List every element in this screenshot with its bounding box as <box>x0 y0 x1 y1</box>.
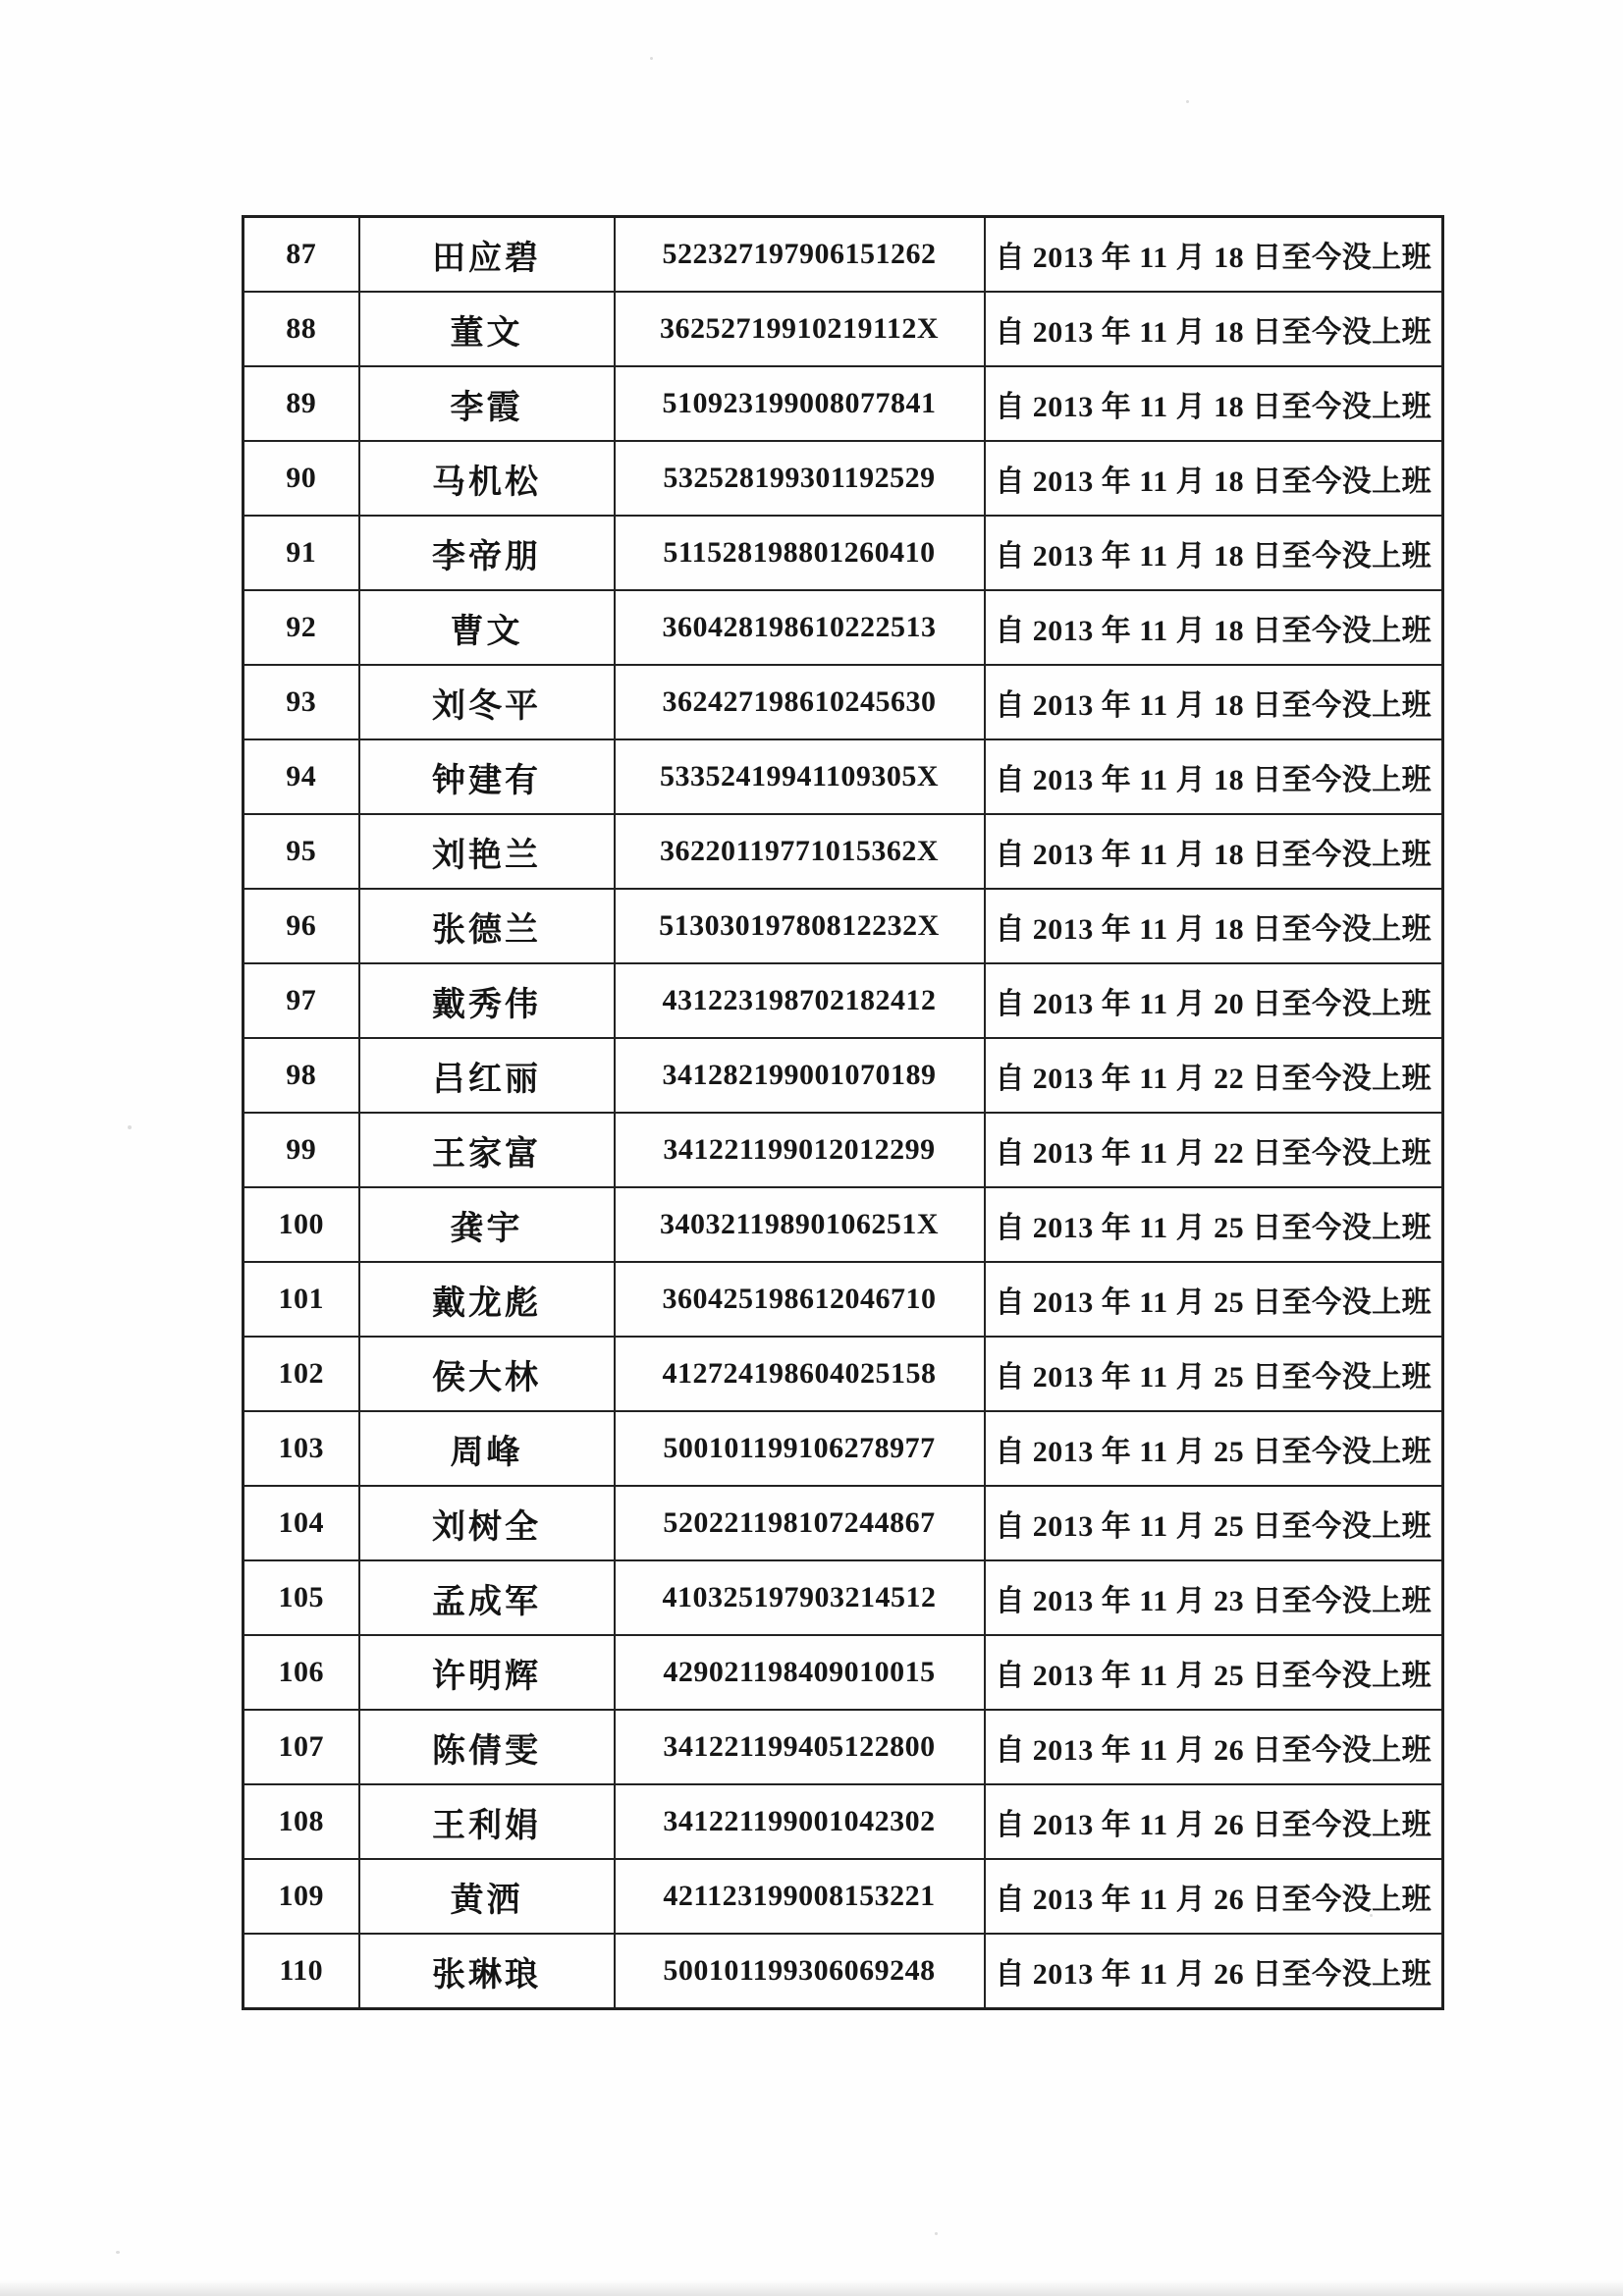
id-number-cell: 431223198702182412 <box>615 963 985 1038</box>
name-cell: 侯大林 <box>359 1337 615 1411</box>
id-number-cell: 532528199301192529 <box>615 441 985 516</box>
id-number-cell: 341221199001042302 <box>615 1784 985 1859</box>
id-number-cell: 421123199008153221 <box>615 1859 985 1934</box>
status-cell: 自 2013 年 11 月 18 日至今没上班 <box>985 366 1443 441</box>
status-cell: 自 2013 年 11 月 18 日至今没上班 <box>985 217 1443 293</box>
id-number-cell: 360425198612046710 <box>615 1262 985 1337</box>
status-cell: 自 2013 年 11 月 22 日至今没上班 <box>985 1113 1443 1187</box>
status-cell: 自 2013 年 11 月 25 日至今没上班 <box>985 1337 1443 1411</box>
scan-noise-dot <box>128 1125 132 1129</box>
table-row <box>243 739 1443 814</box>
id-number-cell: 36252719910219112X <box>615 292 985 366</box>
name-cell: 曹文 <box>359 590 615 665</box>
table-row <box>243 1187 1443 1262</box>
id-number-cell: 341282199001070189 <box>615 1038 985 1113</box>
row-number-cell: 110 <box>243 1934 359 2009</box>
table-row <box>243 889 1443 963</box>
name-cell: 许明辉 <box>359 1635 615 1710</box>
table-row <box>243 366 1443 441</box>
row-number-cell: 91 <box>243 516 359 590</box>
name-cell: 黄洒 <box>359 1859 615 1934</box>
name-cell: 龚宇 <box>359 1187 615 1262</box>
row-number-cell: 92 <box>243 590 359 665</box>
id-number-cell: 429021198409010015 <box>615 1635 985 1710</box>
name-cell: 李霞 <box>359 366 615 441</box>
name-cell: 刘艳兰 <box>359 814 615 889</box>
status-cell: 自 2013 年 11 月 18 日至今没上班 <box>985 516 1443 590</box>
row-number-cell: 90 <box>243 441 359 516</box>
status-cell: 自 2013 年 11 月 23 日至今没上班 <box>985 1560 1443 1635</box>
table-row <box>243 1635 1443 1710</box>
name-cell: 吕红丽 <box>359 1038 615 1113</box>
name-cell: 戴龙彪 <box>359 1262 615 1337</box>
row-number-cell: 104 <box>243 1486 359 1560</box>
status-cell: 自 2013 年 11 月 22 日至今没上班 <box>985 1038 1443 1113</box>
status-cell: 自 2013 年 11 月 25 日至今没上班 <box>985 1411 1443 1486</box>
id-number-cell: 412724198604025158 <box>615 1337 985 1411</box>
id-number-cell: 341221199012012299 <box>615 1113 985 1187</box>
status-cell: 自 2013 年 11 月 20 日至今没上班 <box>985 963 1443 1038</box>
row-number-cell: 98 <box>243 1038 359 1113</box>
table-row <box>243 441 1443 516</box>
table-row <box>243 516 1443 590</box>
id-number-cell: 36220119771015362X <box>615 814 985 889</box>
id-number-cell: 34032119890106251X <box>615 1187 985 1262</box>
table-row <box>243 1411 1443 1486</box>
id-number-cell: 522327197906151262 <box>615 217 985 293</box>
id-number-cell: 510923199008077841 <box>615 366 985 441</box>
scanner-edge-shadow <box>0 2280 1623 2296</box>
name-cell: 董文 <box>359 292 615 366</box>
table-row <box>243 814 1443 889</box>
status-cell: 自 2013 年 11 月 18 日至今没上班 <box>985 739 1443 814</box>
status-cell: 自 2013 年 11 月 18 日至今没上班 <box>985 814 1443 889</box>
row-number-cell: 105 <box>243 1560 359 1635</box>
row-number-cell: 108 <box>243 1784 359 1859</box>
status-cell: 自 2013 年 11 月 18 日至今没上班 <box>985 665 1443 739</box>
id-number-cell: 53352419941109305X <box>615 739 985 814</box>
table-row <box>243 1560 1443 1635</box>
table-row <box>243 1038 1443 1113</box>
table-row <box>243 1859 1443 1934</box>
table-row <box>243 217 1443 293</box>
name-cell: 刘树全 <box>359 1486 615 1560</box>
status-cell: 自 2013 年 11 月 25 日至今没上班 <box>985 1187 1443 1262</box>
row-number-cell: 101 <box>243 1262 359 1337</box>
table-row <box>243 1337 1443 1411</box>
scan-noise-dot <box>1186 100 1189 103</box>
name-cell: 张德兰 <box>359 889 615 963</box>
name-cell: 钟建有 <box>359 739 615 814</box>
row-number-cell: 102 <box>243 1337 359 1411</box>
row-number-cell: 106 <box>243 1635 359 1710</box>
row-number-cell: 109 <box>243 1859 359 1934</box>
status-cell: 自 2013 年 11 月 18 日至今没上班 <box>985 292 1443 366</box>
name-cell: 刘冬平 <box>359 665 615 739</box>
status-cell: 自 2013 年 11 月 26 日至今没上班 <box>985 1710 1443 1784</box>
status-cell: 自 2013 年 11 月 25 日至今没上班 <box>985 1635 1443 1710</box>
name-cell: 孟成军 <box>359 1560 615 1635</box>
id-number-cell: 500101199306069248 <box>615 1934 985 2009</box>
status-cell: 自 2013 年 11 月 25 日至今没上班 <box>985 1262 1443 1337</box>
id-number-cell: 362427198610245630 <box>615 665 985 739</box>
scan-noise-dot <box>935 2232 938 2235</box>
attendance-roster-table <box>242 215 1444 2010</box>
row-number-cell: 95 <box>243 814 359 889</box>
id-number-cell: 520221198107244867 <box>615 1486 985 1560</box>
table-row <box>243 665 1443 739</box>
row-number-cell: 100 <box>243 1187 359 1262</box>
row-number-cell: 99 <box>243 1113 359 1187</box>
row-number-cell: 89 <box>243 366 359 441</box>
status-cell: 自 2013 年 11 月 26 日至今没上班 <box>985 1784 1443 1859</box>
row-number-cell: 94 <box>243 739 359 814</box>
table-row <box>243 1486 1443 1560</box>
row-number-cell: 96 <box>243 889 359 963</box>
attendance-roster-body <box>243 217 1443 2009</box>
name-cell: 戴秀伟 <box>359 963 615 1038</box>
id-number-cell: 360428198610222513 <box>615 590 985 665</box>
row-number-cell: 97 <box>243 963 359 1038</box>
status-cell: 自 2013 年 11 月 25 日至今没上班 <box>985 1486 1443 1560</box>
scan-noise-dot <box>650 57 653 60</box>
id-number-cell: 51303019780812232X <box>615 889 985 963</box>
status-cell: 自 2013 年 11 月 18 日至今没上班 <box>985 590 1443 665</box>
name-cell: 王家富 <box>359 1113 615 1187</box>
row-number-cell: 88 <box>243 292 359 366</box>
scan-noise-dot <box>116 2251 120 2254</box>
table-row <box>243 1784 1443 1859</box>
id-number-cell: 500101199106278977 <box>615 1411 985 1486</box>
table-row <box>243 292 1443 366</box>
status-cell: 自 2013 年 11 月 18 日至今没上班 <box>985 889 1443 963</box>
table-row <box>243 1710 1443 1784</box>
table-row <box>243 963 1443 1038</box>
name-cell: 李帝朋 <box>359 516 615 590</box>
name-cell: 田应碧 <box>359 217 615 293</box>
table-row <box>243 1113 1443 1187</box>
status-cell: 自 2013 年 11 月 26 日至今没上班 <box>985 1934 1443 2009</box>
status-cell: 自 2013 年 11 月 18 日至今没上班 <box>985 441 1443 516</box>
row-number-cell: 103 <box>243 1411 359 1486</box>
table-row <box>243 1262 1443 1337</box>
id-number-cell: 410325197903214512 <box>615 1560 985 1635</box>
name-cell: 王利娟 <box>359 1784 615 1859</box>
row-number-cell: 93 <box>243 665 359 739</box>
row-number-cell: 107 <box>243 1710 359 1784</box>
name-cell: 马机松 <box>359 441 615 516</box>
table-row <box>243 1934 1443 2009</box>
name-cell: 周峰 <box>359 1411 615 1486</box>
name-cell: 张琳琅 <box>359 1934 615 2009</box>
table-row <box>243 590 1443 665</box>
id-number-cell: 511528198801260410 <box>615 516 985 590</box>
status-cell: 自 2013 年 11 月 26 日至今没上班 <box>985 1859 1443 1934</box>
name-cell: 陈倩雯 <box>359 1710 615 1784</box>
row-number-cell: 87 <box>243 217 359 293</box>
id-number-cell: 341221199405122800 <box>615 1710 985 1784</box>
